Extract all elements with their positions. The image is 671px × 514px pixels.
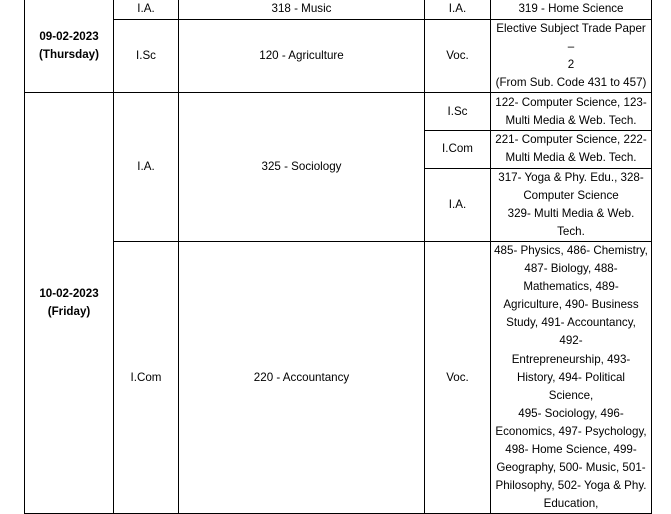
exam-date: 09-02-2023: [39, 29, 99, 43]
second-sitting-subject: 319 - Home Science: [491, 0, 652, 20]
second-sitting-subject: 122- Computer Science, 123- Multi Media & Web. Tech.: [491, 93, 652, 131]
second-sitting-stream: I.Sc: [425, 93, 491, 131]
first-sitting-subject: 220 - Accountancy: [179, 241, 425, 513]
first-sitting-stream: I.Sc: [114, 20, 179, 93]
table-row: [25, 93, 652, 131]
second-sitting-stream: I.A.: [425, 168, 491, 241]
first-sitting-stream: I.A.: [114, 0, 179, 20]
second-sitting-subject: 485- Physics, 486- Chemistry, 487- Biology, 488- Mathematics, 489- Agriculture, 490- Business Study, 491- Accountancy, 492- Entrepreneurship, 493- History, 494- Political Science, 495- Sociology, 496- Economics, 497- Psychology, 498- Home Science, 499- Geography, 500- Music, 501- Philosophy, 502- Yoga & Phy. Education,: [491, 241, 652, 513]
exam-day: (Thursday): [39, 47, 99, 61]
exam-date-cell: [25, 93, 114, 514]
second-sitting-stream: Voc.: [425, 20, 491, 93]
table-row: [25, 0, 652, 20]
first-sitting-subject: 325 - Sociology: [179, 93, 425, 242]
second-sitting-stream: I.A.: [425, 0, 491, 20]
table-row: [25, 20, 652, 93]
table-row: [25, 241, 652, 513]
second-sitting-subject: Elective Subject Trade Paper – 2 (From Sub. Code 431 to 457): [491, 20, 652, 93]
second-sitting-subject: 317- Yoga & Phy. Edu., 328- Computer Science 329- Multi Media & Web. Tech.: [491, 168, 652, 241]
second-sitting-subject: 221- Computer Science, 222- Multi Media & Web. Tech.: [491, 131, 652, 168]
exam-day: (Friday): [47, 305, 91, 319]
exam-date: 10-02-2023: [39, 287, 99, 301]
exam-schedule-table: [24, 0, 652, 514]
first-sitting-subject: 318 - Music: [179, 0, 425, 20]
first-sitting-stream: I.Com: [114, 241, 179, 513]
first-sitting-subject: 120 - Agriculture: [179, 20, 425, 93]
first-sitting-stream: I.A.: [114, 93, 179, 242]
second-sitting-stream: Voc.: [425, 241, 491, 513]
second-sitting-stream: I.Com: [425, 131, 491, 168]
exam-date-cell: [25, 0, 114, 93]
